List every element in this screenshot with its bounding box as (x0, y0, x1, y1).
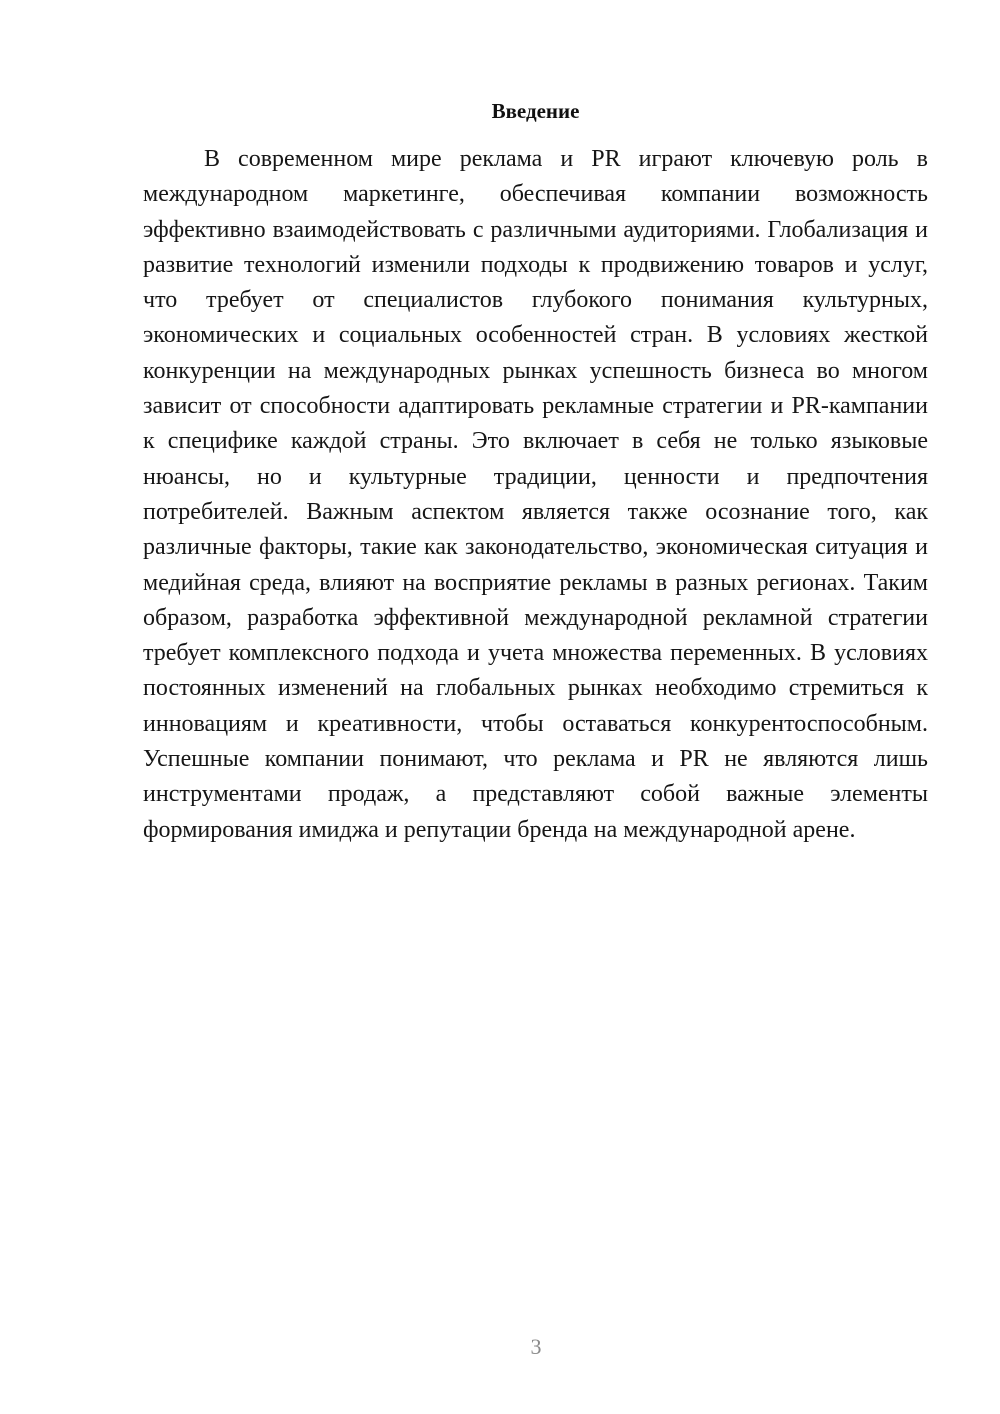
page-number: 3 (530, 1334, 542, 1359)
section-heading: Введение (491, 99, 580, 123)
body-paragraph: В современном мире реклама и PR играют ключевую роль в международном маркетинге, обеспечивая компании возможность эффективно взаимодействовать с различными аудиториями. Глобализация и развитие технологий изменили подходы к продвижению товаров и услуг, что требует от специалистов глубокого понимания культурных, экономических и социальных особенностей стран. В условиях жесткой конкуренции на международных рынках успешность бизнеса во многом зависит от способности адаптировать рекламные стратегии и PR-кампании к специфике каждой страны. Это включает в себя не только языковые нюансы, но и культурные традиции, ценности и предпочтения потребителей. Важным аспектом является также осознание того, как различные факторы, такие как законодательство, экономическая ситуация и медийная среда, влияют на восприятие рекламы в разных регионах. Таким образом, разработка эффективной международной рекламной стратегии требует комплексного подхода и учета множества переменных. В условиях постоянных изменений на глобальных рынках необходимо стремиться к инновациям и креативности, чтобы оставаться конкурентоспособным. Успешные компании понимают, что реклама и PR не являются лишь инструментами продаж, а представляют собой важные элементы формирования имиджа и репутации бренда на международной арене. (143, 146, 928, 843)
